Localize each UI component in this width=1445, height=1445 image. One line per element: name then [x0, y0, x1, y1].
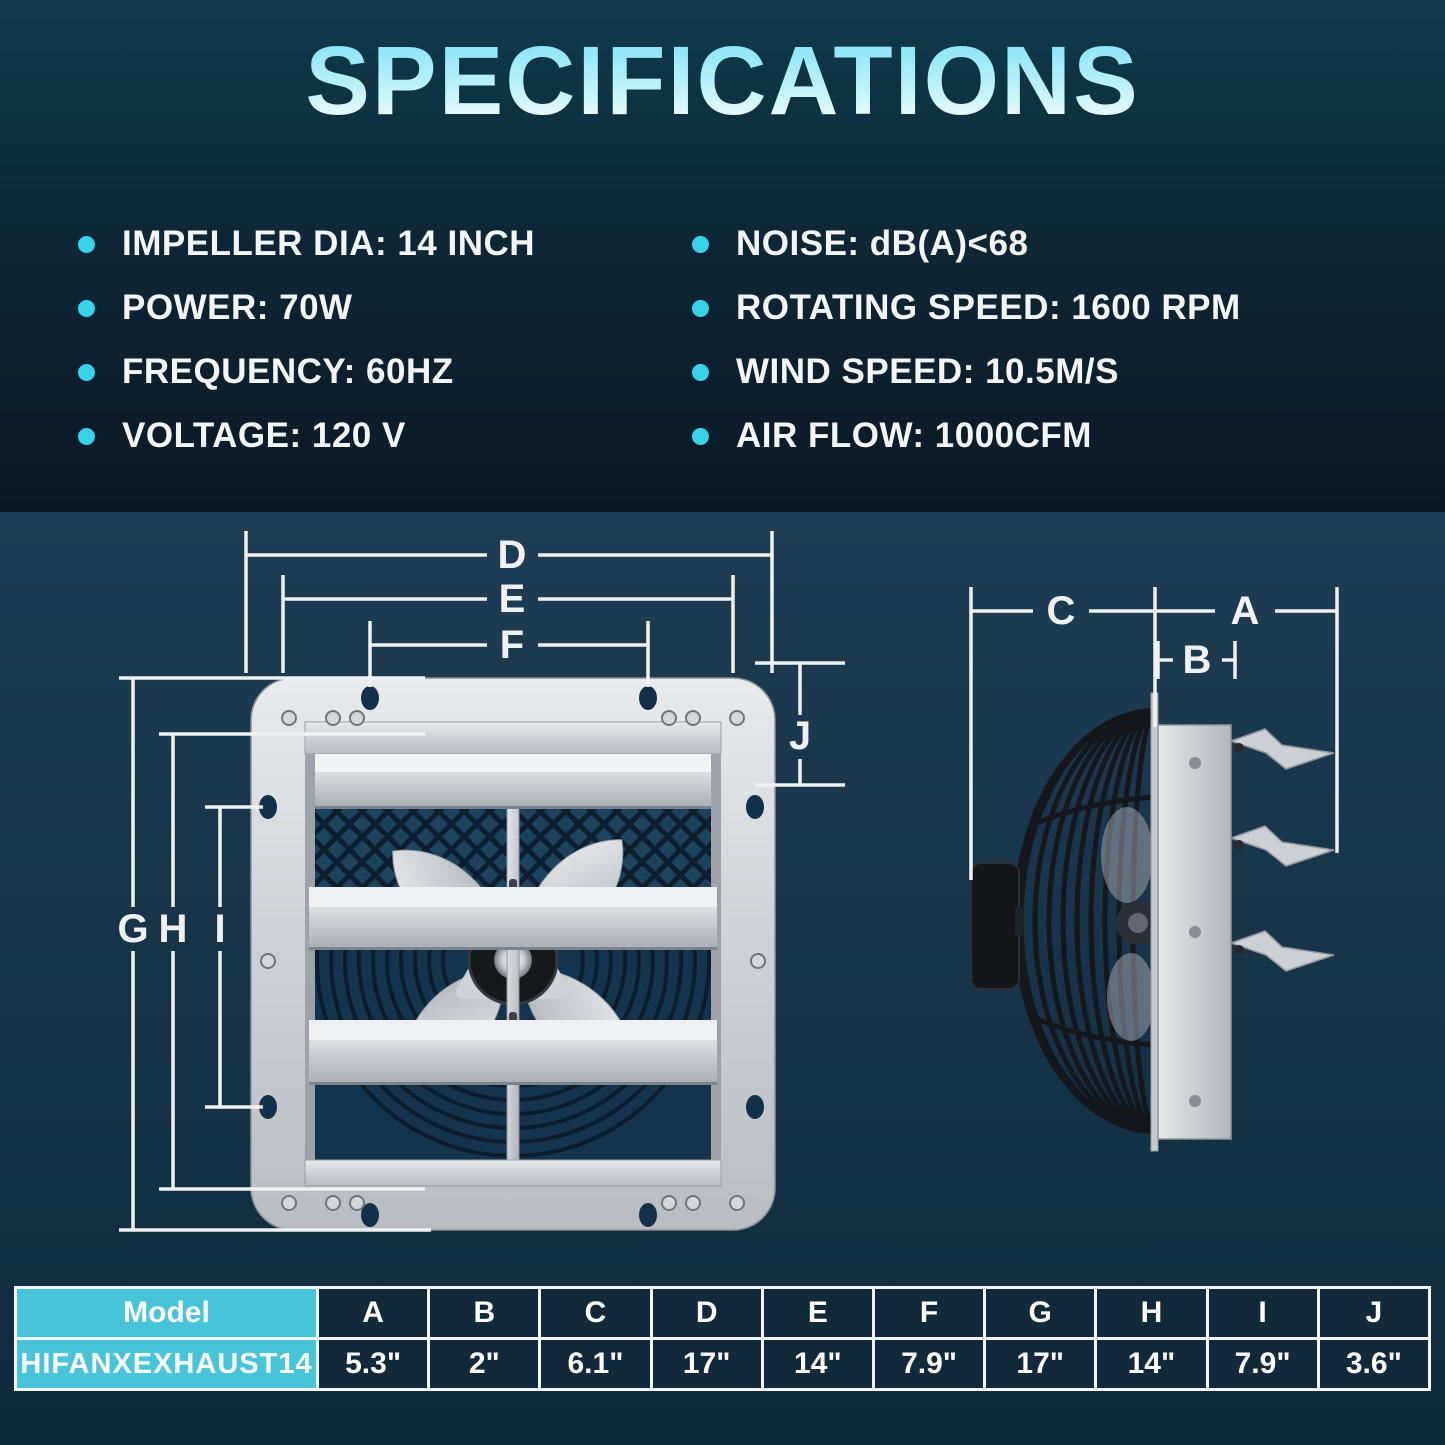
spec-text: AIR FLOW: 1000CFM — [736, 416, 1092, 455]
spec-item — [692, 404, 1241, 468]
spec-text: ROTATING SPEED: 1600 RPM — [736, 288, 1241, 327]
value-d: 17" — [651, 1339, 762, 1390]
value-f: 7.9" — [873, 1339, 984, 1390]
mounting-flange — [1151, 693, 1158, 1151]
housing-side-panel — [1158, 725, 1231, 1139]
value-c: 6.1" — [540, 1339, 651, 1390]
bullet-icon — [78, 236, 95, 253]
spec-text: NOISE: dB(A)<68 — [736, 224, 1029, 263]
table-header-model: Model — [16, 1288, 318, 1339]
page-title: SPECIFICATIONS — [0, 30, 1445, 132]
dim-label-b: B — [1182, 638, 1212, 682]
dim-label-a: A — [1230, 589, 1260, 633]
spec-item — [692, 276, 1241, 340]
shutter-flaps-side — [1231, 729, 1334, 971]
model-name-cell: HIFANXEXHAUST14 — [16, 1339, 318, 1390]
bullet-icon — [692, 428, 709, 445]
bullet-icon — [78, 300, 95, 317]
table-header-e: E — [762, 1288, 873, 1339]
dim-label-f: F — [499, 623, 525, 667]
value-b: 2" — [429, 1339, 540, 1390]
dim-label-i: I — [214, 907, 226, 951]
table-header-g: G — [985, 1288, 1096, 1339]
value-h: 14" — [1096, 1339, 1207, 1390]
dim-label-g: G — [117, 907, 149, 951]
table-header-c: C — [540, 1288, 651, 1339]
blade-glimpse — [1107, 953, 1155, 1041]
fan-housing-front — [251, 678, 775, 1230]
spec-text: VOLTAGE: 120 V — [122, 416, 406, 455]
dim-label-c: C — [1046, 589, 1076, 633]
spec-item — [78, 340, 535, 404]
spec-item — [78, 276, 535, 340]
table-header-row — [16, 1288, 1430, 1339]
value-a: 5.3" — [318, 1339, 429, 1390]
bullet-icon — [692, 236, 709, 253]
dim-label-j: J — [788, 714, 812, 758]
spec-item — [78, 212, 535, 276]
value-g: 17" — [985, 1339, 1096, 1390]
table-header-j: J — [1318, 1288, 1429, 1339]
bullet-icon — [692, 364, 709, 381]
value-e: 14" — [762, 1339, 873, 1390]
spec-list-left — [78, 212, 535, 468]
table-header-b: B — [429, 1288, 540, 1339]
dim-label-h: H — [158, 907, 188, 951]
front-view-diagram — [95, 515, 855, 1255]
dimension-table — [14, 1286, 1431, 1391]
spec-text: WIND SPEED: 10.5M/S — [736, 352, 1119, 391]
bullet-icon — [78, 428, 95, 445]
side-view-diagram — [945, 555, 1395, 1205]
spec-item — [692, 340, 1241, 404]
table-header-f: F — [873, 1288, 984, 1339]
table-header-h: H — [1096, 1288, 1207, 1339]
spec-list-right — [692, 212, 1241, 468]
table-header-a: A — [318, 1288, 429, 1339]
spec-text: IMPELLER DIA: 14 INCH — [122, 224, 536, 263]
spec-text: FREQUENCY: 60HZ — [122, 352, 454, 391]
table-header-d: D — [651, 1288, 762, 1339]
dim-label-d: D — [497, 533, 527, 577]
bullet-icon — [692, 300, 709, 317]
value-i: 7.9" — [1207, 1339, 1318, 1390]
spec-item — [692, 212, 1241, 276]
table-header-i: I — [1207, 1288, 1318, 1339]
top-section — [0, 0, 1445, 512]
motor-side — [971, 863, 1023, 989]
spec-item — [78, 404, 535, 468]
table-value-row — [16, 1339, 1430, 1390]
spec-text: POWER: 70W — [122, 288, 353, 327]
value-j: 3.6" — [1318, 1339, 1429, 1390]
dim-label-e: E — [498, 577, 526, 621]
bullet-icon — [78, 364, 95, 381]
blade-glimpse — [1101, 807, 1153, 903]
